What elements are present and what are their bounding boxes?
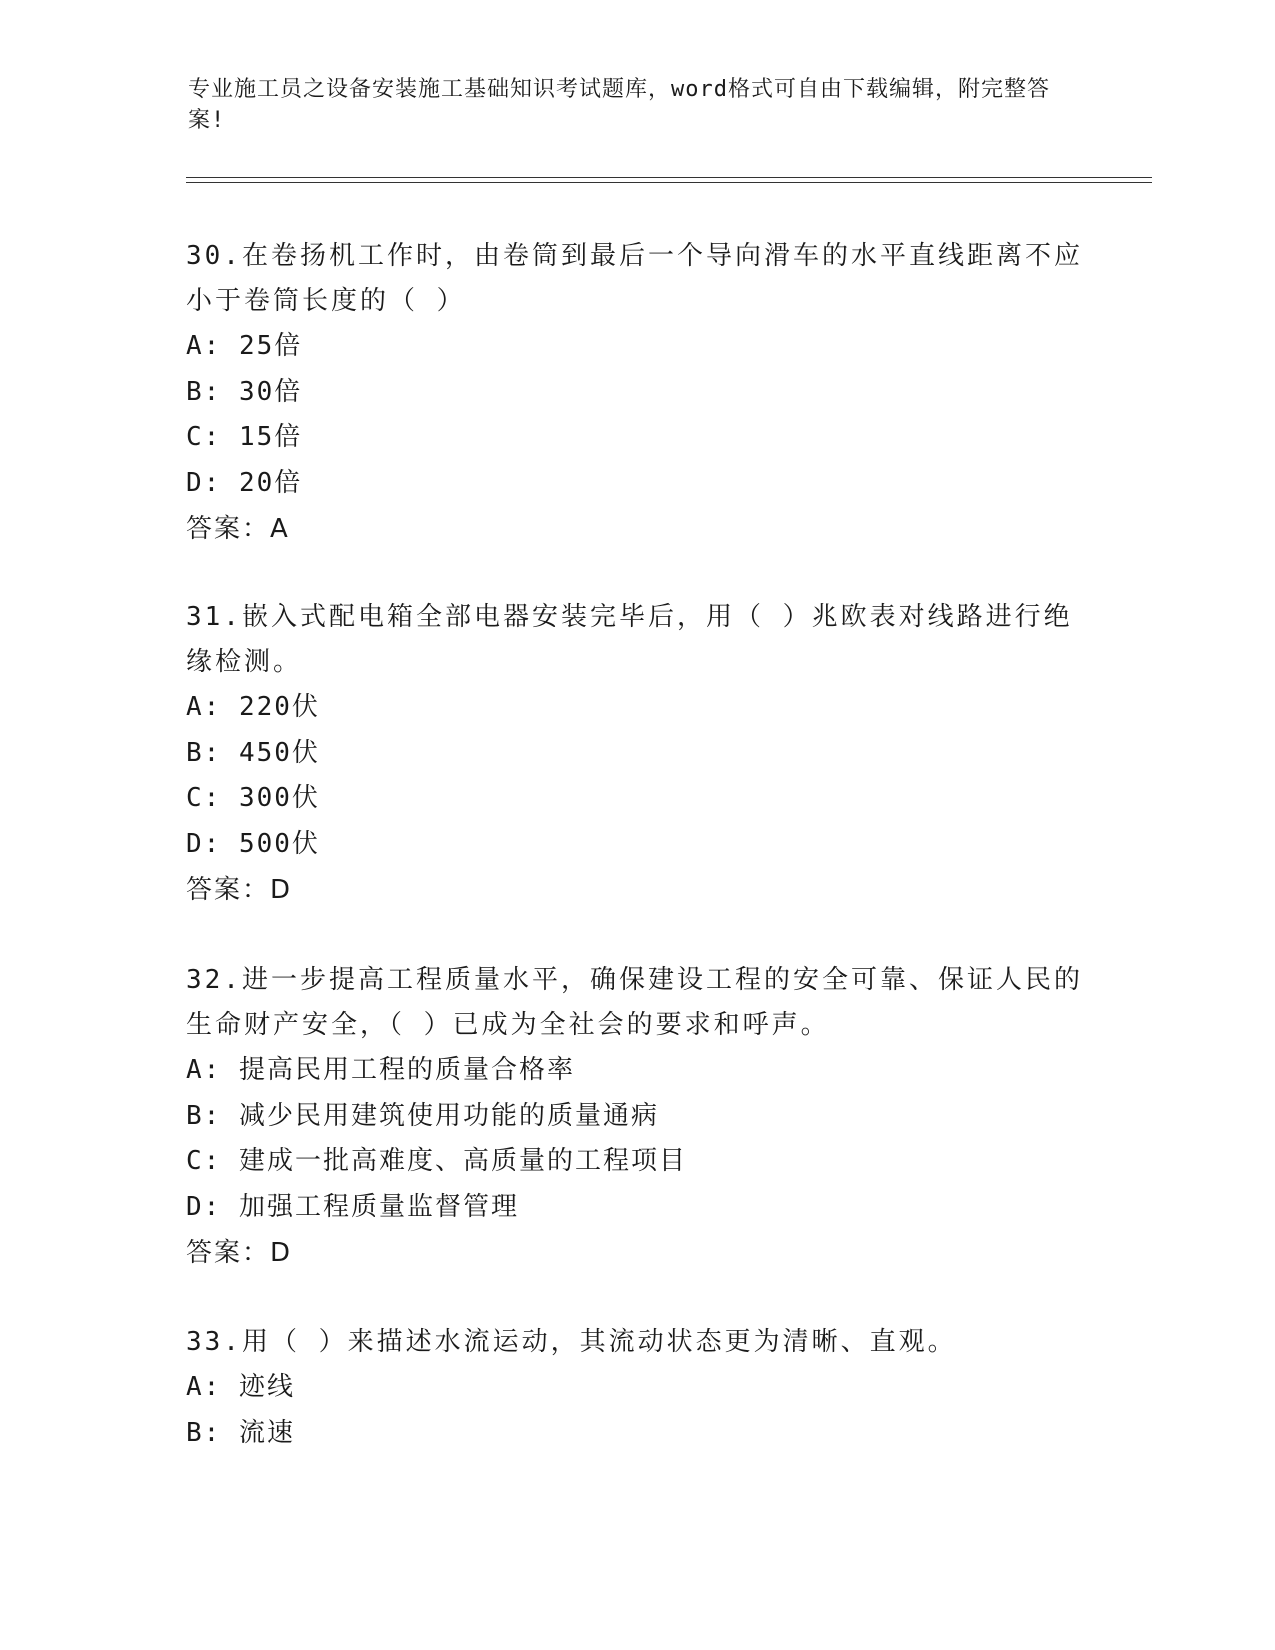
answer: 答案：D <box>186 1238 293 1268</box>
question-text: 33.用（ ）来描述水流运动，其流动状态更为清晰、直观。 <box>186 1327 957 1357</box>
option-d: D: 加强工程质量监督管理 <box>186 1191 519 1222</box>
answer: 答案：D <box>186 875 293 905</box>
option-b: B: 减少民用建筑使用功能的质量通病 <box>186 1100 659 1131</box>
question-text: 32.进一步提高工程质量水平，确保建设工程的安全可靠、保证人民的生命财产安全，（ ）已成为全社会的要求和呼声。 <box>186 965 1083 1040</box>
option-b: B: 30倍 <box>186 376 303 407</box>
question-31 <box>186 595 1086 913</box>
option-a: A: 提高民用工程的质量合格率 <box>186 1055 575 1085</box>
answer: 答案：A <box>186 514 290 544</box>
option-a: A: 25倍 <box>186 331 303 361</box>
question-33 <box>186 1320 1086 1456</box>
document-header: 专业施工员之设备安装施工基础知识考试题库，word格式可自由下载编辑，附完整答案! <box>188 77 1050 133</box>
option-c: C: 建成一批高难度、高质量的工程项目 <box>186 1146 687 1176</box>
option-a: A: 迹线 <box>186 1372 295 1402</box>
question-text: 31.嵌入式配电箱全部电器安装完毕后，用（ ）兆欧表对线路进行绝缘检测。 <box>186 602 1073 677</box>
header-rule-top <box>186 177 1152 178</box>
question-30 <box>186 234 1086 552</box>
question-text: 30.在卷扬机工作时，由卷筒到最后一个导向滑车的水平直线距离不应小于卷筒长度的（ ） <box>186 241 1083 316</box>
option-c: C: 300伏 <box>186 783 320 813</box>
option-a: A: 220伏 <box>186 692 320 722</box>
option-b: B: 450伏 <box>186 737 320 768</box>
option-d: D: 500伏 <box>186 828 320 859</box>
option-b: B: 流速 <box>186 1417 295 1448</box>
question-32 <box>186 958 1086 1276</box>
header-rule-bottom <box>186 182 1152 183</box>
option-c: C: 15倍 <box>186 422 303 452</box>
option-d: D: 20倍 <box>186 467 303 498</box>
